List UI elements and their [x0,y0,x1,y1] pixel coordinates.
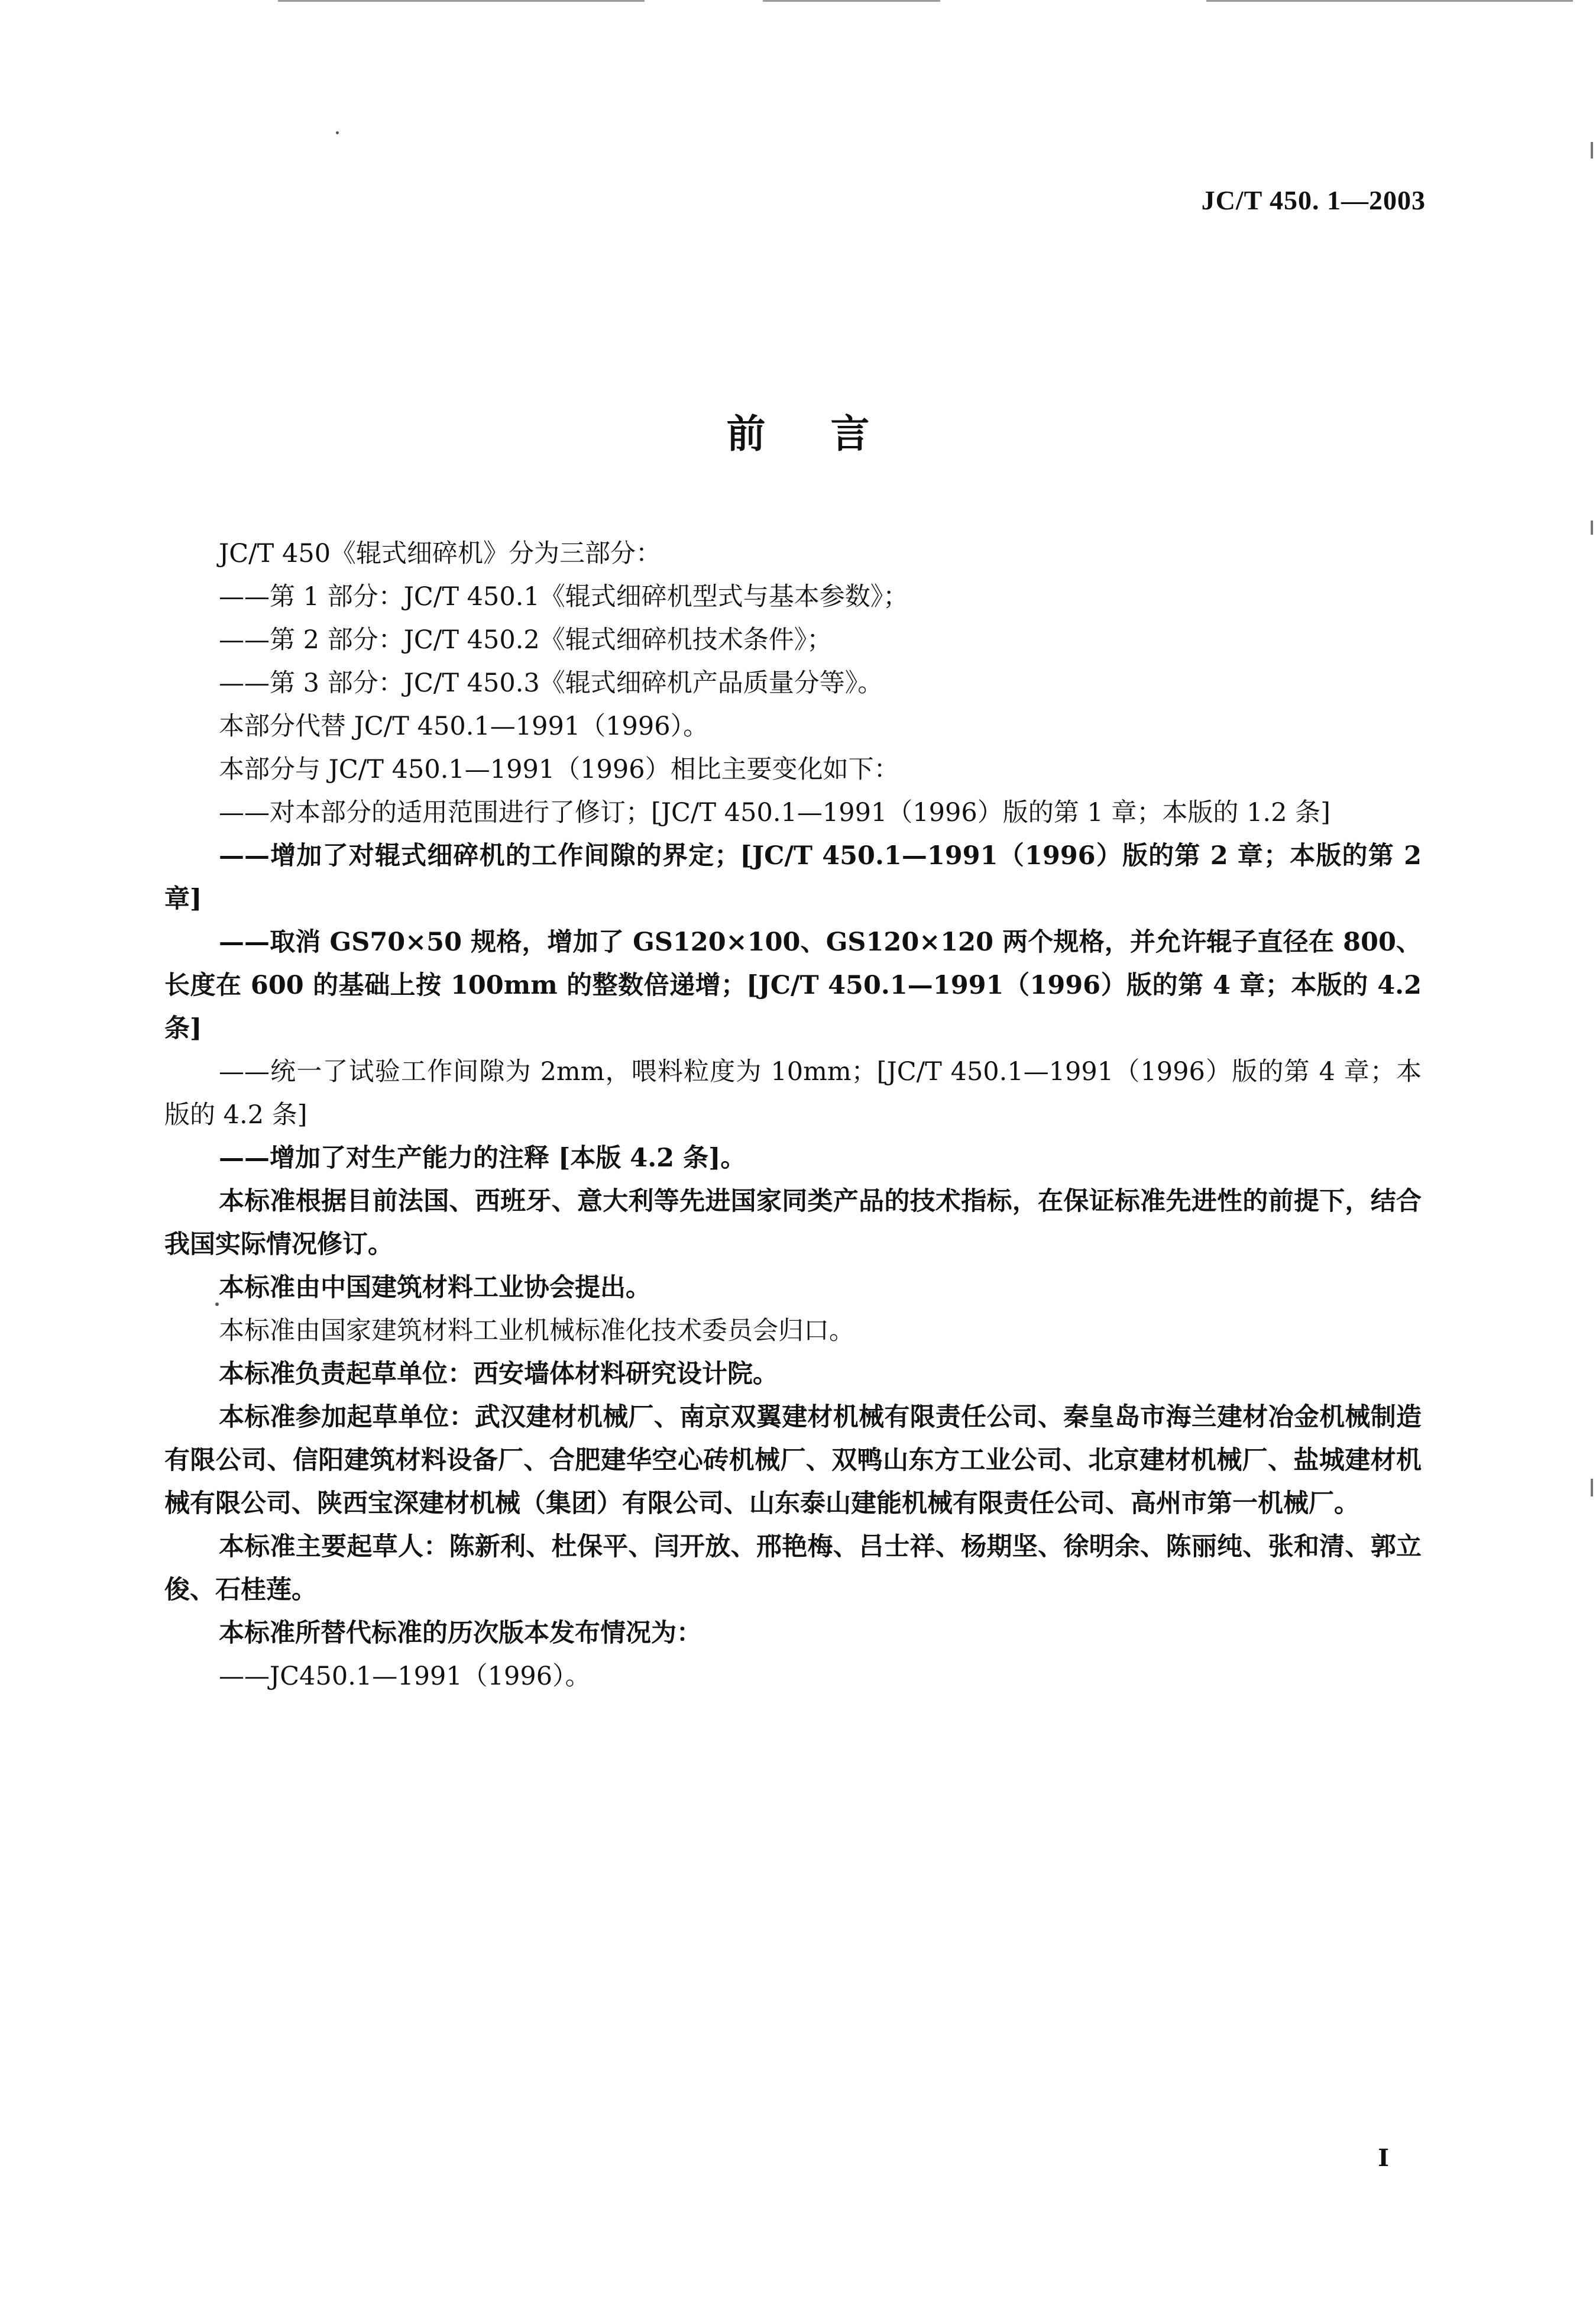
scan-top-rule [763,0,940,2]
margin-tick [1591,142,1593,159]
scan-speck [336,131,339,134]
body-paragraph: ——第 2 部分：JC/T 450.2《辊式细碎机技术条件》； [219,625,833,655]
body-paragraph: 本标准所替代标准的历次版本发布情况为： [219,1618,702,1648]
body-paragraph: ——第 3 部分：JC/T 450.3《辊式细碎机产品质量分等》。 [219,668,883,698]
page-title: 前言 [726,410,935,457]
document-body [164,532,1422,1698]
body-paragraph: 本标准根据目前法国、西班牙、意大利等先进国家同类产品的技术指标，在保证标准先进性的前提下，结合我国实际情况修订。 [164,1187,1422,1259]
body-paragraph: 本标准由国家建筑材料工业机械标准化技术委员会归口。 [219,1316,854,1346]
standard-number: JC/T 450. 1—2003 [1201,185,1426,215]
body-paragraph: ——第 1 部分：JC/T 450.1《辊式细碎机型式与基本参数》； [219,582,909,612]
body-paragraph: ——对本部分的适用范围进行了修订；[JC/T 450.1—1991（1996）版的第 1 章；本版的 1.2 条] [219,798,1330,827]
body-paragraph: JC/T 450《辊式细碎机》分为三部分： [219,539,662,568]
body-paragraph: 本标准主要起草人：陈新利、杜保平、闫开放、邢艳梅、吕士祥、杨期坚、徐明余、陈丽纯、张和清、郭立俊、石桂莲。 [164,1532,1422,1605]
body-paragraph: ——JC450.1—1991（1996）。 [219,1661,591,1691]
scan-top-rule [278,0,645,2]
body-paragraph: ——取消 GS70×50 规格，增加了 GS120×100、GS120×120 两个规格，并允许辊子直径在 800、长度在 600 的基础上按 100mm 的整数倍递增；[JC/T 450.1—1991（1996）版的第 4 章；本版的 4.2 条] [164,927,1422,1043]
margin-tick [1591,521,1593,535]
body-paragraph: 本部分与 JC/T 450.1—1991（1996）相比主要变化如下： [219,755,899,784]
body-paragraph: 本标准由中国建筑材料工业协会提出。 [219,1273,651,1302]
body-paragraph: 本部分代替 JC/T 450.1—1991（1996）。 [219,712,709,741]
margin-tick [1591,1479,1593,1496]
body-paragraph: ——增加了对辊式细碎机的工作间隙的界定；[JC/T 450.1—1991（1996）版的第 2 章；本版的第 2 章] [164,841,1422,914]
body-paragraph: 本标准参加起草单位：武汉建材机械厂、南京双翼建材机械有限责任公司、秦皇岛市海兰建材冶金机械制造有限公司、信阳建筑材料设备厂、合肥建华空心砖机械厂、双鸭山东方工业公司、北京建材机械厂、盐城建材机械有限公司、陕西宝深建材机械（集团）有限公司、山东泰山建能机械有限责任公司、高州市第一机械厂。 [164,1402,1422,1518]
page-number: I [1378,2144,1389,2172]
body-paragraph: 本标准负责起草单位：西安墙体材料研究设计院。 [219,1359,778,1389]
scan-top-rule [1206,0,1573,2]
body-paragraph: ——统一了试验工作间隙为 2mm，喂料粒度为 10mm；[JC/T 450.1—1991（1996）版的第 4 章；本版的 4.2 条] [164,1057,1422,1130]
body-paragraph: ——增加了对生产能力的注释 [本版 4.2 条]。 [219,1143,746,1173]
